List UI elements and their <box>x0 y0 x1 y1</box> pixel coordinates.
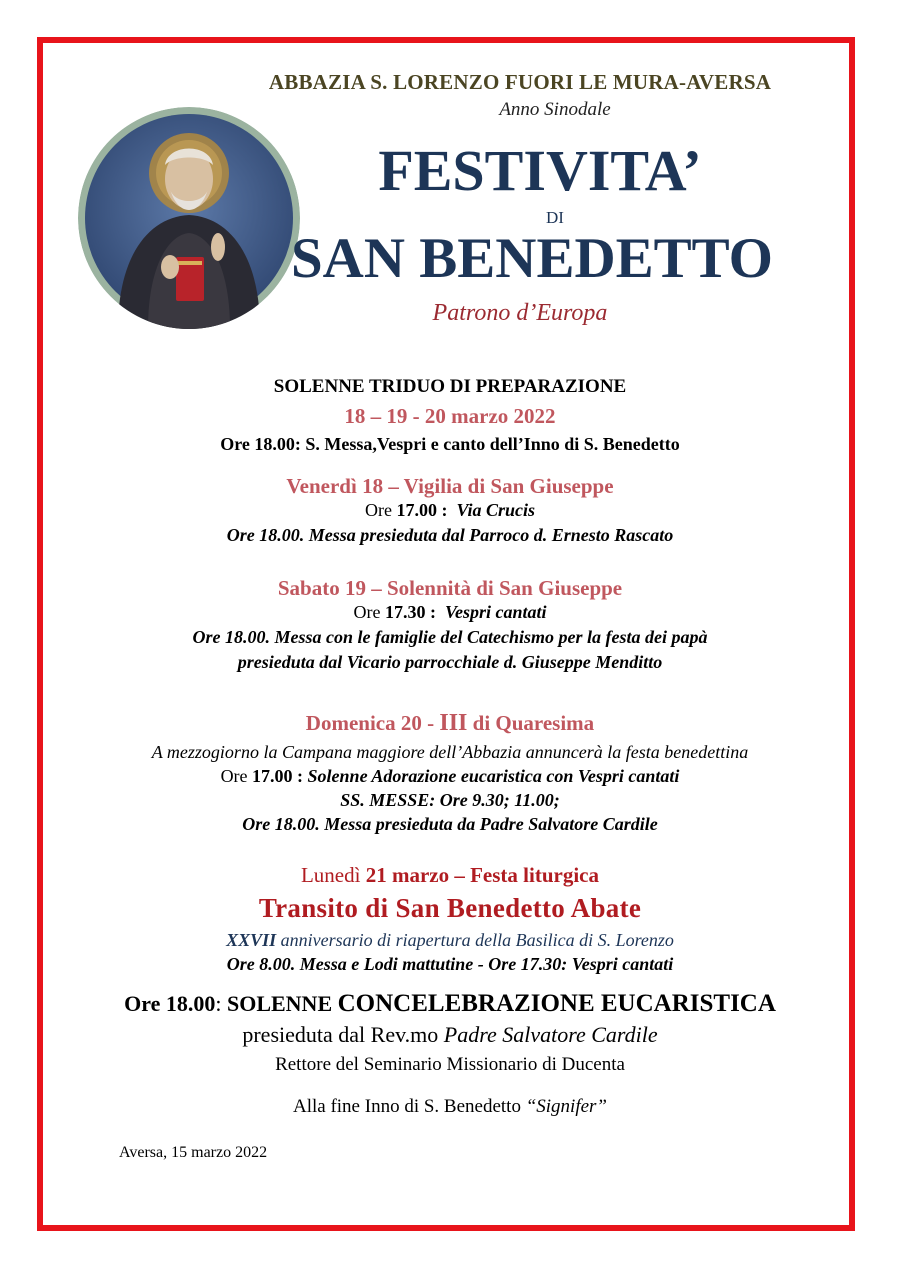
venerdi-line-1: Ore 17.00 : Via Crucis <box>364 500 535 520</box>
domenica-heading: Domenica 20 - III di Quaresima <box>305 710 595 736</box>
sabato-line-3: presieduta dal Vicario parrocchiale d. Giuseppe Menditto <box>237 652 663 672</box>
celebration-presider: presieduta dal Rev.mo Padre Salvatore Cardile <box>242 1022 658 1047</box>
document-date: Aversa, 15 marzo 2022 <box>119 1144 268 1161</box>
di-word: DI <box>546 208 564 227</box>
venerdi-heading: Venerdì 18 – Vigilia di San Giuseppe <box>286 474 614 498</box>
triduo-heading: SOLENNE TRIDUO DI PREPARAZIONE <box>273 376 627 397</box>
closing-hymn-line: Alla fine Inno di S. Benedetto “Signifer” <box>292 1096 608 1117</box>
domenica-line-4: Ore 18.00. Messa presieduta da Padre Salvatore Cardile <box>242 814 658 834</box>
domenica-line-2: Ore 17.00 : Solenne Adorazione eucaristica con Vespri cantati <box>220 766 680 786</box>
synodal-year: Anno Sinodale <box>499 99 611 120</box>
celebration-heading: Ore 18.00: SOLENNE CONCELEBRAZIONE EUCARISTICA <box>124 990 776 1017</box>
san-benedetto-title: SAN BENEDETTO <box>290 227 774 290</box>
venerdi-line-2: Ore 18.00. Messa presieduta dal Parroco d. Ernesto Rascato <box>226 525 674 545</box>
triduo-daily-schedule: Ore 18.00: S. Messa,Vespri e canto dell’Inno di S. Benedetto <box>220 434 680 454</box>
sabato-line-1: Ore 17.30 : Vespri cantati <box>353 602 547 622</box>
triduo-dates: 18 – 19 - 20 marzo 2022 <box>344 404 556 428</box>
anniversary-line: XXVII anniversario di riapertura della Basilica di S. Lorenzo <box>226 930 674 950</box>
sabato-line-2: Ore 18.00. Messa con le famiglie del Catechismo per la festa dei papà <box>192 627 708 647</box>
lunedi-schedule: Ore 8.00. Messa e Lodi mattutine - Ore 17.30: Vespri cantati <box>226 954 674 974</box>
domenica-line-1: A mezzogiorno la Campana maggiore dell’Abbazia annuncerà la festa benedettina <box>151 742 749 762</box>
transito-title: Transito di San Benedetto Abate <box>258 893 642 923</box>
lunedi-heading: Lunedì 21 marzo – Festa liturgica <box>300 863 599 887</box>
festivita-title: FESTIVITA’ <box>378 138 702 203</box>
sabato-heading: Sabato 19 – Solennità di San Giuseppe <box>277 576 623 600</box>
patron-subtitle: Patrono d’Europa <box>432 300 608 326</box>
presider-role: Rettore del Seminario Missionario di Ducenta <box>275 1054 625 1075</box>
domenica-line-3: SS. MESSE: Ore 9.30; 11.00; <box>340 790 560 810</box>
abbey-name: ABBAZIA S. LORENZO FUORI LE MURA-AVERSA <box>268 70 772 94</box>
